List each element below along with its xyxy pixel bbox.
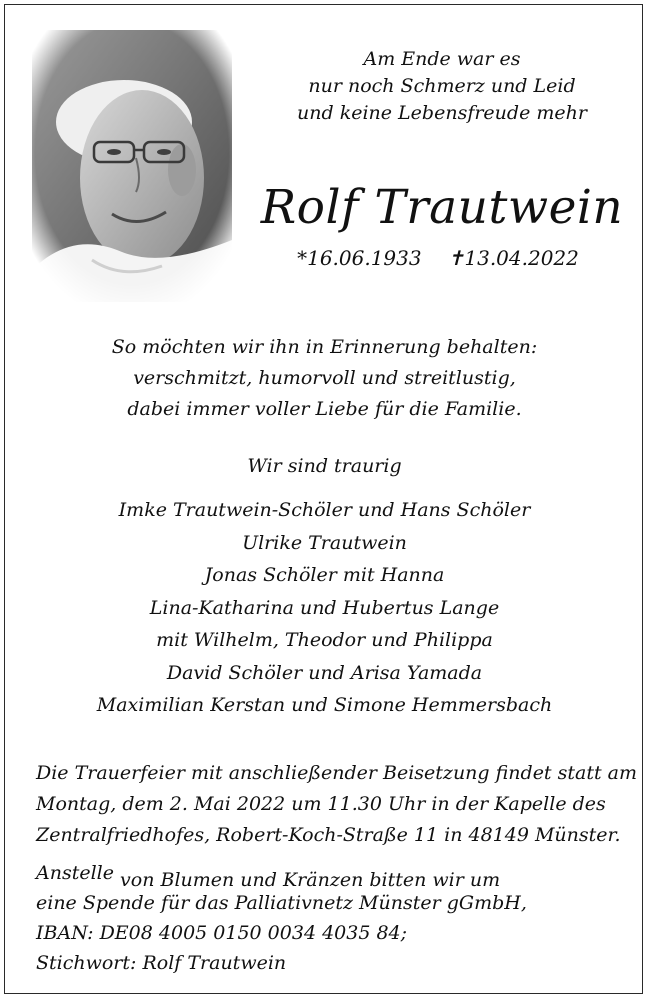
motto-verse <box>238 46 646 127</box>
funeral-line: Zentralfriedhofes, Robert-Koch-Straße 11 in 48149 Münster. <box>36 824 621 846</box>
donation-line: eine Spende für das Palliativnetz Münster gGmbH, <box>36 892 527 914</box>
family-member: Ulrike Trautwein <box>242 531 407 554</box>
family-member: Imke Trautwein-Schöler und Hans Schöler <box>118 499 531 521</box>
mourning-line <box>0 452 649 480</box>
remembrance-line: verschmitzt, humorvoll und streitlustig, <box>133 367 516 389</box>
remembrance-text <box>0 332 649 425</box>
mourning-text: Wir sind traurig <box>247 455 402 477</box>
funeral-notice <box>36 758 636 851</box>
birth-date: *16.06.1933 <box>297 246 422 270</box>
motto-line: nur noch Schmerz und Leid <box>308 75 576 97</box>
family-member: David Schöler und Arisa Yamada <box>166 661 483 684</box>
motto-line: und keine Lebensfreude mehr <box>297 102 587 124</box>
family-member: mit Wilhelm, Theodor und Philippa <box>156 629 493 651</box>
donation-keyword: Stichwort: Rolf Trautwein <box>36 952 287 974</box>
funeral-line: Montag, dem 2. Mai 2022 um 11.30 Uhr in der Kapelle des <box>36 793 606 815</box>
motto-line: Am Ende war es <box>363 48 521 70</box>
family-member: Lina-Katharina und Hubertus Lange <box>149 596 500 619</box>
remembrance-line: dabei immer voller Liebe für die Familie. <box>127 398 522 420</box>
portrait-photo <box>32 30 232 302</box>
life-dates <box>268 244 608 272</box>
donation-iban: IBAN: DE08 4005 0150 0034 4035 84; <box>36 922 408 944</box>
funeral-line: Die Trauerfeier mit anschließender Beisetzung findet statt am <box>36 762 637 784</box>
family-member: Jonas Schöler mit Hanna <box>204 564 445 586</box>
death-date: ✝13.04.2022 <box>447 246 579 270</box>
donation-request <box>36 858 636 978</box>
donation-first-word: Anstelle <box>36 862 114 884</box>
remembrance-line: So möchten wir ihn in Erinnerung behalten: <box>111 336 538 358</box>
deceased-name: Rolf Trautwein <box>260 180 624 235</box>
donation-first-rest: von Blumen und Kränzen bitten wir um <box>120 869 501 891</box>
donation-first-line <box>36 858 636 891</box>
family-list <box>0 494 649 722</box>
family-member: Maximilian Kerstan und Simone Hemmersbach <box>96 694 553 716</box>
